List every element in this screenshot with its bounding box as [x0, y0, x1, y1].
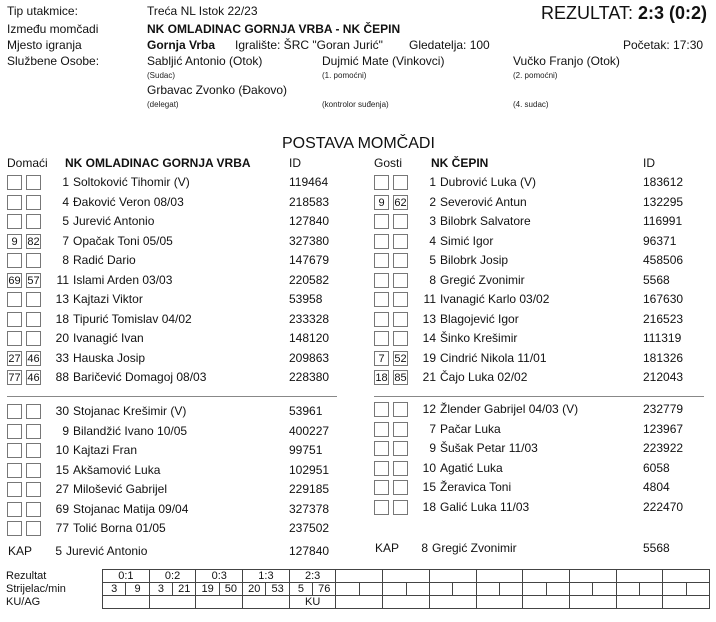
- player-number: 8: [62, 253, 69, 267]
- sub-number-box: [26, 292, 41, 307]
- player-name: Blagojević Igor: [440, 311, 519, 326]
- official-role: (4. sudac): [513, 100, 549, 109]
- player-number: 7: [429, 421, 436, 436]
- empty-cell: [546, 583, 569, 596]
- player-id: 148120: [289, 331, 330, 345]
- official-name: Dujmić Mate (Vinkovci): [322, 54, 445, 68]
- sub-number-box: [393, 441, 408, 456]
- sub-minute-box: [7, 214, 22, 229]
- sub-number-box: [393, 402, 408, 417]
- sub-minute-box: [374, 312, 389, 327]
- empty-cell: [663, 583, 686, 596]
- official-role: (1. pomoćni): [322, 71, 367, 80]
- sub-minute-box: [374, 441, 389, 456]
- player-number: 13: [422, 311, 436, 326]
- score-cell: 0:2: [149, 570, 196, 583]
- player-name: Gregić Zvonimir: [440, 272, 525, 287]
- home-id-label: ID: [289, 156, 301, 170]
- scorer-minute-cell: 9: [126, 583, 149, 596]
- empty-cell: [639, 583, 662, 596]
- empty-cell: [476, 570, 523, 583]
- player-name: Ivanagić Ivan: [73, 331, 144, 345]
- player-number: 11: [56, 272, 69, 287]
- scorer-number-cell: 3: [103, 583, 126, 596]
- sub-number-box: [393, 500, 408, 515]
- away-kap-id: 5568: [643, 541, 670, 555]
- player-id: 53961: [289, 404, 323, 418]
- sub-minute-box: [7, 292, 22, 307]
- player-number: 19: [422, 350, 436, 365]
- player-id: 116991: [643, 214, 683, 228]
- player-name: Žlender Gabrijel 04/03 (V): [440, 402, 579, 416]
- sub-number-box: [393, 331, 408, 346]
- player-name: Baričević Domagoj 08/03: [73, 370, 207, 384]
- player-name: Stojanac Krešimir (V): [73, 404, 187, 418]
- away-kap-name: Gregić Zvonimir: [432, 541, 517, 555]
- home-kap-name: Jurević Antonio: [66, 544, 148, 558]
- sub-minute-box: [7, 443, 22, 458]
- player-name: Islami Arden 03/03: [73, 272, 173, 287]
- player-number: 13: [55, 292, 69, 306]
- izmedu-value: NK OMLADINAC GORNJA VRBA - NK ČEPIN: [147, 22, 401, 36]
- sub-minute-box: [7, 253, 22, 268]
- scorer-minute-cell: 53: [266, 583, 289, 596]
- player-id: 222470: [643, 499, 684, 514]
- player-number: 69: [55, 501, 69, 516]
- sub-minute-box: [374, 234, 389, 249]
- away-kap-label: KAP: [375, 541, 400, 555]
- player-name: Bilandžić Ivano 10/05: [73, 423, 188, 438]
- empty-cell: [336, 596, 383, 609]
- sub-number-box: [393, 480, 408, 495]
- scorer-number-cell: 19: [196, 583, 219, 596]
- sub-number-box: [26, 175, 41, 190]
- empty-cell: [336, 583, 359, 596]
- scorer-minute-cell: 21: [173, 583, 196, 596]
- score-cell: 0:3: [196, 570, 243, 583]
- sub-minute-box: 9: [7, 234, 22, 249]
- kuag-cell: [196, 596, 243, 609]
- empty-cell: [336, 570, 383, 583]
- empty-cell: [569, 583, 592, 596]
- empty-cell: [499, 583, 522, 596]
- sub-number-box: [26, 331, 41, 346]
- player-id: 209863: [289, 350, 330, 365]
- sub-minute-box: 77: [8, 372, 21, 384]
- player-number: 21: [422, 370, 436, 384]
- player-id: 53958: [289, 292, 323, 306]
- sub-minute-box: [374, 422, 389, 437]
- player-id: 220582: [289, 272, 330, 287]
- player-name: Jurević Antonio: [73, 214, 155, 228]
- sub-minute-box: [374, 480, 389, 495]
- rezultat-header: [541, 3, 707, 24]
- empty-cell: [383, 570, 430, 583]
- tip-utakmice-label: Tip utakmice:: [7, 4, 78, 18]
- player-name: Šušak Petar 11/03: [440, 441, 538, 455]
- away-id-label: ID: [643, 156, 655, 170]
- sub-minute-box: [7, 404, 22, 419]
- sub-number-box: [393, 292, 408, 307]
- player-number: 1: [429, 175, 436, 189]
- sub-number-box: [26, 214, 41, 229]
- sub-minute-box: [7, 195, 22, 210]
- empty-cell: [616, 596, 663, 609]
- sub-number-box: [26, 502, 41, 517]
- player-number: 77: [55, 521, 69, 535]
- official-role: (delegat): [147, 100, 179, 109]
- rezultat-value: 2:3 (0:2): [638, 3, 708, 23]
- empty-cell: [593, 583, 616, 596]
- sub-minute-box: [374, 500, 389, 515]
- official-name: Sabljić Antonio (Otok): [147, 54, 263, 68]
- sub-minute-box: 7: [374, 351, 389, 366]
- sub-number-box: [393, 273, 408, 288]
- divider: [374, 396, 704, 397]
- player-id: 218583: [289, 194, 330, 209]
- player-name: Tolić Borna 01/05: [73, 521, 166, 535]
- sub-number-box: [26, 482, 41, 497]
- player-id: 228380: [289, 370, 330, 384]
- sub-number-box: 52: [394, 352, 407, 365]
- player-name: Šinko Krešimir: [440, 331, 518, 345]
- empty-cell: [429, 596, 476, 609]
- sub-minute-box: [374, 253, 389, 268]
- kuag-cell: KU: [289, 596, 336, 609]
- player-name: Tipurić Tomislav 04/02: [73, 311, 192, 326]
- empty-cell: [523, 596, 570, 609]
- player-number: 2: [429, 194, 436, 209]
- player-name: Pačar Luka: [440, 421, 501, 436]
- player-id: 4804: [643, 480, 670, 494]
- sub-minute-box: [374, 402, 389, 417]
- empty-cell: [359, 583, 382, 596]
- player-name: Opačak Toni 05/05: [73, 233, 173, 248]
- empty-cell: [476, 583, 499, 596]
- away-team-name: NK ČEPIN: [431, 156, 489, 170]
- player-number: 18: [55, 311, 69, 326]
- player-id: 223922: [643, 441, 684, 455]
- player-id: 147679: [289, 253, 330, 267]
- player-id: 212043: [643, 370, 684, 384]
- sub-minute-box: [7, 175, 22, 190]
- player-id: 96371: [643, 233, 677, 248]
- player-name: Agatić Luka: [440, 460, 503, 475]
- sub-number-box: [393, 312, 408, 327]
- sub-minute-box: 9: [374, 195, 389, 210]
- player-id: 132295: [643, 194, 684, 209]
- lineup-title: POSTAVA MOMČADI: [282, 135, 435, 152]
- player-name: Kajtazi Viktor: [73, 292, 143, 306]
- divider: [7, 396, 337, 397]
- player-id: 111319: [643, 331, 682, 345]
- kuag-cell: [103, 596, 150, 609]
- player-id: 232779: [643, 402, 684, 416]
- sub-minute-box: [7, 463, 22, 478]
- sub-number-box: [26, 443, 41, 458]
- tip-utakmice-value: Treća NL Istok 22/23: [147, 4, 258, 18]
- sub-minute-box: 27: [8, 352, 21, 365]
- home-side-label: Domaći: [7, 156, 48, 170]
- pocetak: Početak: 17:30: [623, 38, 704, 52]
- empty-cell: [476, 596, 523, 609]
- player-number: 4: [62, 194, 69, 209]
- sub-minute-box: [374, 292, 389, 307]
- player-name: Milošević Gabrijel: [73, 482, 168, 496]
- player-number: 27: [55, 482, 69, 496]
- player-id: 119464: [289, 175, 329, 189]
- player-name: Hauska Josip: [73, 350, 146, 365]
- empty-cell: [663, 596, 710, 609]
- score-cell: 1:3: [243, 570, 290, 583]
- player-id: 233328: [289, 311, 330, 326]
- result-row-label: Rezultat: [6, 570, 47, 582]
- sub-number-box: [26, 521, 41, 536]
- player-name: Galić Luka 11/03: [440, 499, 530, 514]
- empty-cell: [429, 570, 476, 583]
- player-number: 1: [62, 175, 69, 189]
- home-team-name: NK OMLADINAC GORNJA VRBA: [65, 156, 251, 170]
- player-number: 18: [422, 499, 436, 514]
- player-id: 102951: [289, 462, 330, 477]
- player-id: 229185: [289, 482, 330, 496]
- sub-minute-box: [374, 461, 389, 476]
- score-cell: 2:3: [289, 570, 336, 583]
- sub-minute-box: [374, 273, 389, 288]
- sub-number-box: [26, 424, 41, 439]
- player-id: 123967: [643, 421, 684, 436]
- player-number: 14: [422, 331, 436, 345]
- player-id: 237502: [289, 521, 330, 535]
- player-number: 20: [55, 331, 69, 345]
- empty-cell: [569, 596, 616, 609]
- sub-minute-box: [7, 312, 22, 327]
- empty-cell: [686, 583, 709, 596]
- sub-number-box: [26, 312, 41, 327]
- sub-minute-box: [374, 214, 389, 229]
- kuag-cell: [149, 596, 196, 609]
- player-number: 4: [429, 233, 436, 248]
- sub-number-box: 57: [27, 274, 40, 287]
- sub-number-box: [26, 195, 41, 210]
- player-name: Đaković Veron 08/03: [73, 194, 184, 209]
- away-kap-number: 8: [421, 541, 428, 555]
- player-id: 6058: [643, 460, 670, 475]
- official-role: (Sudac): [147, 71, 176, 80]
- sub-number-box: [26, 463, 41, 478]
- sub-number-box: 82: [27, 235, 40, 248]
- rezultat-label: REZULTAT:: [541, 3, 634, 23]
- sub-number-box: [393, 175, 408, 190]
- player-number: 3: [429, 214, 436, 228]
- result-row-label: KU/AG: [6, 596, 41, 608]
- score-cell: 0:1: [103, 570, 150, 583]
- player-number: 11: [423, 292, 436, 306]
- sub-number-box: 62: [394, 196, 407, 209]
- sub-minute-box: [7, 521, 22, 536]
- sluzbene-label: Službene Osobe:: [7, 54, 100, 68]
- sub-minute-box: [7, 482, 22, 497]
- player-number: 15: [422, 480, 436, 494]
- result-table: [6, 569, 710, 609]
- scorer-number-cell: 5: [289, 583, 312, 596]
- player-name: Ivanagić Karlo 03/02: [440, 292, 550, 306]
- player-name: Stojanac Matija 09/04: [73, 501, 189, 516]
- sub-number-box: [393, 253, 408, 268]
- sub-minute-box: [374, 331, 389, 346]
- scorer-number-cell: 3: [149, 583, 172, 596]
- empty-cell: [663, 570, 710, 583]
- player-number: 7: [62, 233, 69, 248]
- empty-cell: [616, 583, 639, 596]
- player-id: 216523: [643, 311, 684, 326]
- player-name: Simić Igor: [440, 233, 494, 248]
- player-number: 12: [422, 402, 436, 416]
- official-name: Vučko Franjo (Otok): [513, 54, 620, 68]
- player-number: 9: [62, 423, 69, 438]
- official-role: (kontrolor suđenja): [322, 100, 389, 109]
- sub-number-box: 85: [394, 372, 407, 384]
- official-name: Grbavac Zvonko (Đakovo): [147, 83, 288, 97]
- player-number: 9: [429, 441, 436, 455]
- player-name: Bilobrk Salvatore: [440, 214, 531, 228]
- player-id: 181326: [643, 350, 684, 365]
- sub-number-box: [393, 461, 408, 476]
- player-number: 30: [55, 404, 69, 418]
- player-number: 8: [429, 272, 436, 287]
- player-number: 10: [422, 460, 436, 475]
- official-role: (2. pomoćni): [513, 71, 558, 80]
- player-id: 167630: [643, 292, 684, 306]
- empty-cell: [429, 583, 452, 596]
- result-row-label: Strijelac/min: [6, 583, 66, 595]
- empty-cell: [616, 570, 663, 583]
- empty-cell: [523, 583, 546, 596]
- away-side-label: Gosti: [374, 156, 403, 170]
- player-name: Cindrić Nikola 11/01: [440, 350, 547, 365]
- empty-cell: [383, 583, 406, 596]
- player-name: Kajtazi Fran: [73, 443, 138, 457]
- sub-number-box: [393, 234, 408, 249]
- player-id: 400227: [289, 423, 330, 438]
- player-name: Čajo Luka 02/02: [440, 370, 528, 384]
- igraliste: Igralište: ŠRC "Goran Jurić": [235, 38, 383, 52]
- player-id: 99751: [289, 443, 323, 457]
- player-name: Žeravica Toni: [440, 480, 512, 494]
- sub-number-box: [26, 404, 41, 419]
- player-name: Akšamović Luka: [73, 462, 161, 477]
- scorer-number-cell: 20: [243, 583, 266, 596]
- sub-minute-box: [7, 502, 22, 517]
- sub-minute-box: [7, 331, 22, 346]
- player-name: Dubrović Luka (V): [440, 175, 537, 189]
- sub-minute-box: 69: [8, 274, 21, 287]
- player-number: 33: [55, 350, 69, 365]
- gledatelja: Gledatelja: 100: [409, 38, 490, 52]
- empty-cell: [569, 570, 616, 583]
- sub-number-box: [26, 253, 41, 268]
- player-id: 327380: [289, 233, 330, 248]
- sub-minute-box: 18: [375, 372, 388, 384]
- sub-minute-box: [7, 424, 22, 439]
- kuag-cell: [243, 596, 290, 609]
- empty-cell: [453, 583, 476, 596]
- mjesto-label: Mjesto igranja: [7, 38, 82, 52]
- scorer-minute-cell: 76: [313, 583, 336, 596]
- home-kap-id: 127840: [289, 544, 330, 558]
- empty-cell: [406, 583, 429, 596]
- player-name: Bilobrk Josip: [440, 253, 509, 267]
- player-number: 5: [429, 253, 436, 267]
- home-kap-label: KAP: [8, 544, 33, 558]
- mjesto-value: Gornja Vrba: [147, 38, 216, 52]
- player-number: 5: [62, 214, 69, 228]
- player-id: 327378: [289, 501, 330, 516]
- sub-number-box: 46: [27, 352, 40, 365]
- home-kap-number: 5: [55, 544, 62, 558]
- sub-minute-box: [374, 175, 389, 190]
- empty-cell: [383, 596, 430, 609]
- player-number: 15: [55, 462, 69, 477]
- empty-cell: [523, 570, 570, 583]
- sub-number-box: [393, 214, 408, 229]
- player-id: 127840: [289, 214, 330, 228]
- player-number: 10: [55, 443, 69, 457]
- player-number: 88: [55, 370, 69, 384]
- izmedu-label: Između momčadi: [7, 22, 99, 36]
- player-name: Radić Dario: [73, 253, 136, 267]
- scorer-minute-cell: 50: [219, 583, 242, 596]
- player-name: Soltoković Tihomir (V): [73, 175, 190, 189]
- player-name: Severović Antun: [440, 194, 527, 209]
- player-id: 458506: [643, 253, 684, 267]
- sub-number-box: [393, 422, 408, 437]
- sub-number-box: 46: [27, 372, 40, 384]
- player-id: 5568: [643, 272, 670, 287]
- player-id: 183612: [643, 175, 684, 189]
